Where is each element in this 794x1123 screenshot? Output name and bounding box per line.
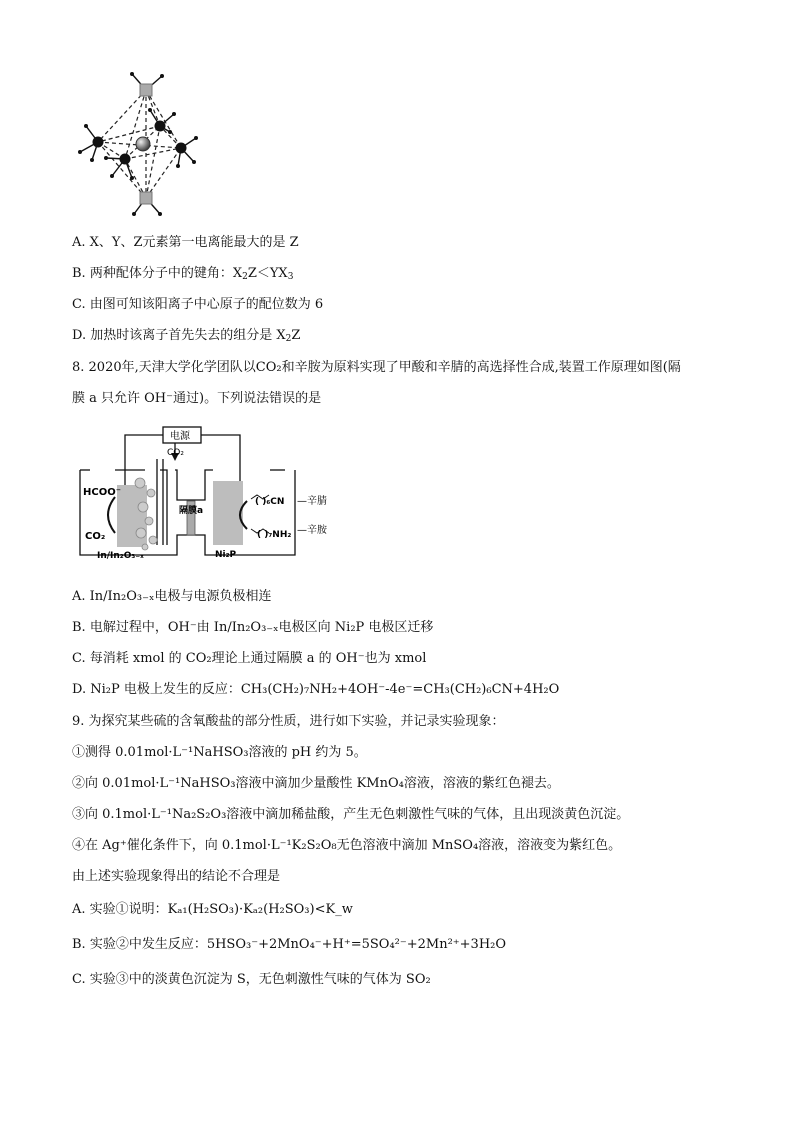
ligand-atom xyxy=(93,137,104,148)
q8-option-c: C. 每消耗 xmol 的 CO₂理论上通过隔膜 a 的 OH⁻也为 xmol xyxy=(72,651,427,666)
q8-option-d: D. Ni₂P 电极上发生的反应：CH₃(CH₂)₇NH₂+4OH⁻-4e⁻=CH₃(CH₂)₆CN+4H₂O xyxy=(72,682,560,697)
ligand-atom xyxy=(176,143,187,154)
q8-option-b: B. 电解过程中，OH⁻由 In/In₂O₃₋ₓ电极区向 Ni₂P 电极区迁移 xyxy=(72,620,434,635)
q7-option-d: D. 加热时该离子首先失去的组分是 $X_2Z$ xyxy=(72,328,301,344)
axial-atom-bottom xyxy=(140,192,152,204)
ligand-atom xyxy=(155,121,166,132)
q9-experiment-2: ②向 0.01mol·L⁻¹NaHSO₃溶液中滴加少量酸性 KMnO₄溶液，溶液的紫红色褪去。 xyxy=(72,776,560,791)
svg-text:CO₂: CO₂ xyxy=(167,448,184,458)
ligand-atom xyxy=(120,154,131,165)
q8-stem-line-1: 8. 2020年,天津大学化学团队以CO₂和辛胺为原料实现了甲酸和辛腈的高选择性合成,装置工作原理如图(隔 xyxy=(72,360,681,375)
q8-option-a: A. In/In₂O₃₋ₓ电极与电源负极相连 xyxy=(72,589,272,604)
q7-option-b: B. 两种配体分子中的键角：$X_2Z<YX_3$ xyxy=(72,266,294,282)
q7-option-c: C. 由图可知该阳离子中心原子的配位数为 6 xyxy=(72,297,324,312)
svg-text:电源: 电源 xyxy=(170,431,190,442)
octahedral-complex-figure xyxy=(70,66,220,226)
q7-option-a: A. X、Y、Z元素第一电离能最大的是 Z xyxy=(72,235,299,250)
svg-text:隔膜a: 隔膜a xyxy=(179,506,204,516)
svg-text:Ni₂P: Ni₂P xyxy=(215,550,237,560)
q9-stem: 9. 为探究某些硫的含氧酸盐的部分性质，进行如下实验，并记录实验现象： xyxy=(72,714,505,729)
svg-text:HCOO⁻: HCOO⁻ xyxy=(83,487,121,498)
svg-text:—辛胺: —辛胺 xyxy=(297,525,327,536)
q9-option-c: C. 实验③中的淡黄色沉淀为 S，无色刺激性气味的气体为 SO₂ xyxy=(72,972,431,987)
svg-text:( )₇NH₂: ( )₇NH₂ xyxy=(257,530,292,540)
q9-experiment-4: ④在 Ag⁺催化条件下，向 0.1mol·L⁻¹K₂S₂O₈无色溶液中滴加 MnSO₄溶液，溶液变为紫红色。 xyxy=(72,838,622,853)
svg-text:In/In₂O₃₋ₓ: In/In₂O₃₋ₓ xyxy=(97,551,144,561)
q9-question: 由上述实验现象得出的结论不合理是 xyxy=(72,869,281,884)
central-metal-atom xyxy=(136,137,150,151)
svg-text:( )₆CN: ( )₆CN xyxy=(255,497,285,507)
svg-text:—辛腈: —辛腈 xyxy=(297,496,327,507)
electrolysis-cell-diagram xyxy=(75,425,355,570)
q9-experiment-3: ③向 0.1mol·L⁻¹Na₂S₂O₃溶液中滴加稀盐酸，产生无色刺激性气味的气体，且出现淡黄色沉淀。 xyxy=(72,807,630,822)
axial-atom-top xyxy=(140,84,152,96)
q9-option-b: B. 实验②中发生反应：5HSO₃⁻+2MnO₄⁻+H⁺=5SO₄²⁻+2Mn²⁺+3H₂O xyxy=(72,937,507,952)
q9-option-a: A. 实验①说明：Kₐ₁(H₂SO₃)·Kₐ₂(H₂SO₃)<K_w xyxy=(72,902,353,917)
q9-experiment-1: ①测得 0.01mol·L⁻¹NaHSO₃溶液的 pH 约为 5。 xyxy=(72,745,367,760)
svg-text:CO₂: CO₂ xyxy=(85,531,106,542)
anode-electrode xyxy=(213,481,243,545)
q8-stem-line-2: 膜 a 只允许 OH⁻通过)。下列说法错误的是 xyxy=(72,391,322,406)
